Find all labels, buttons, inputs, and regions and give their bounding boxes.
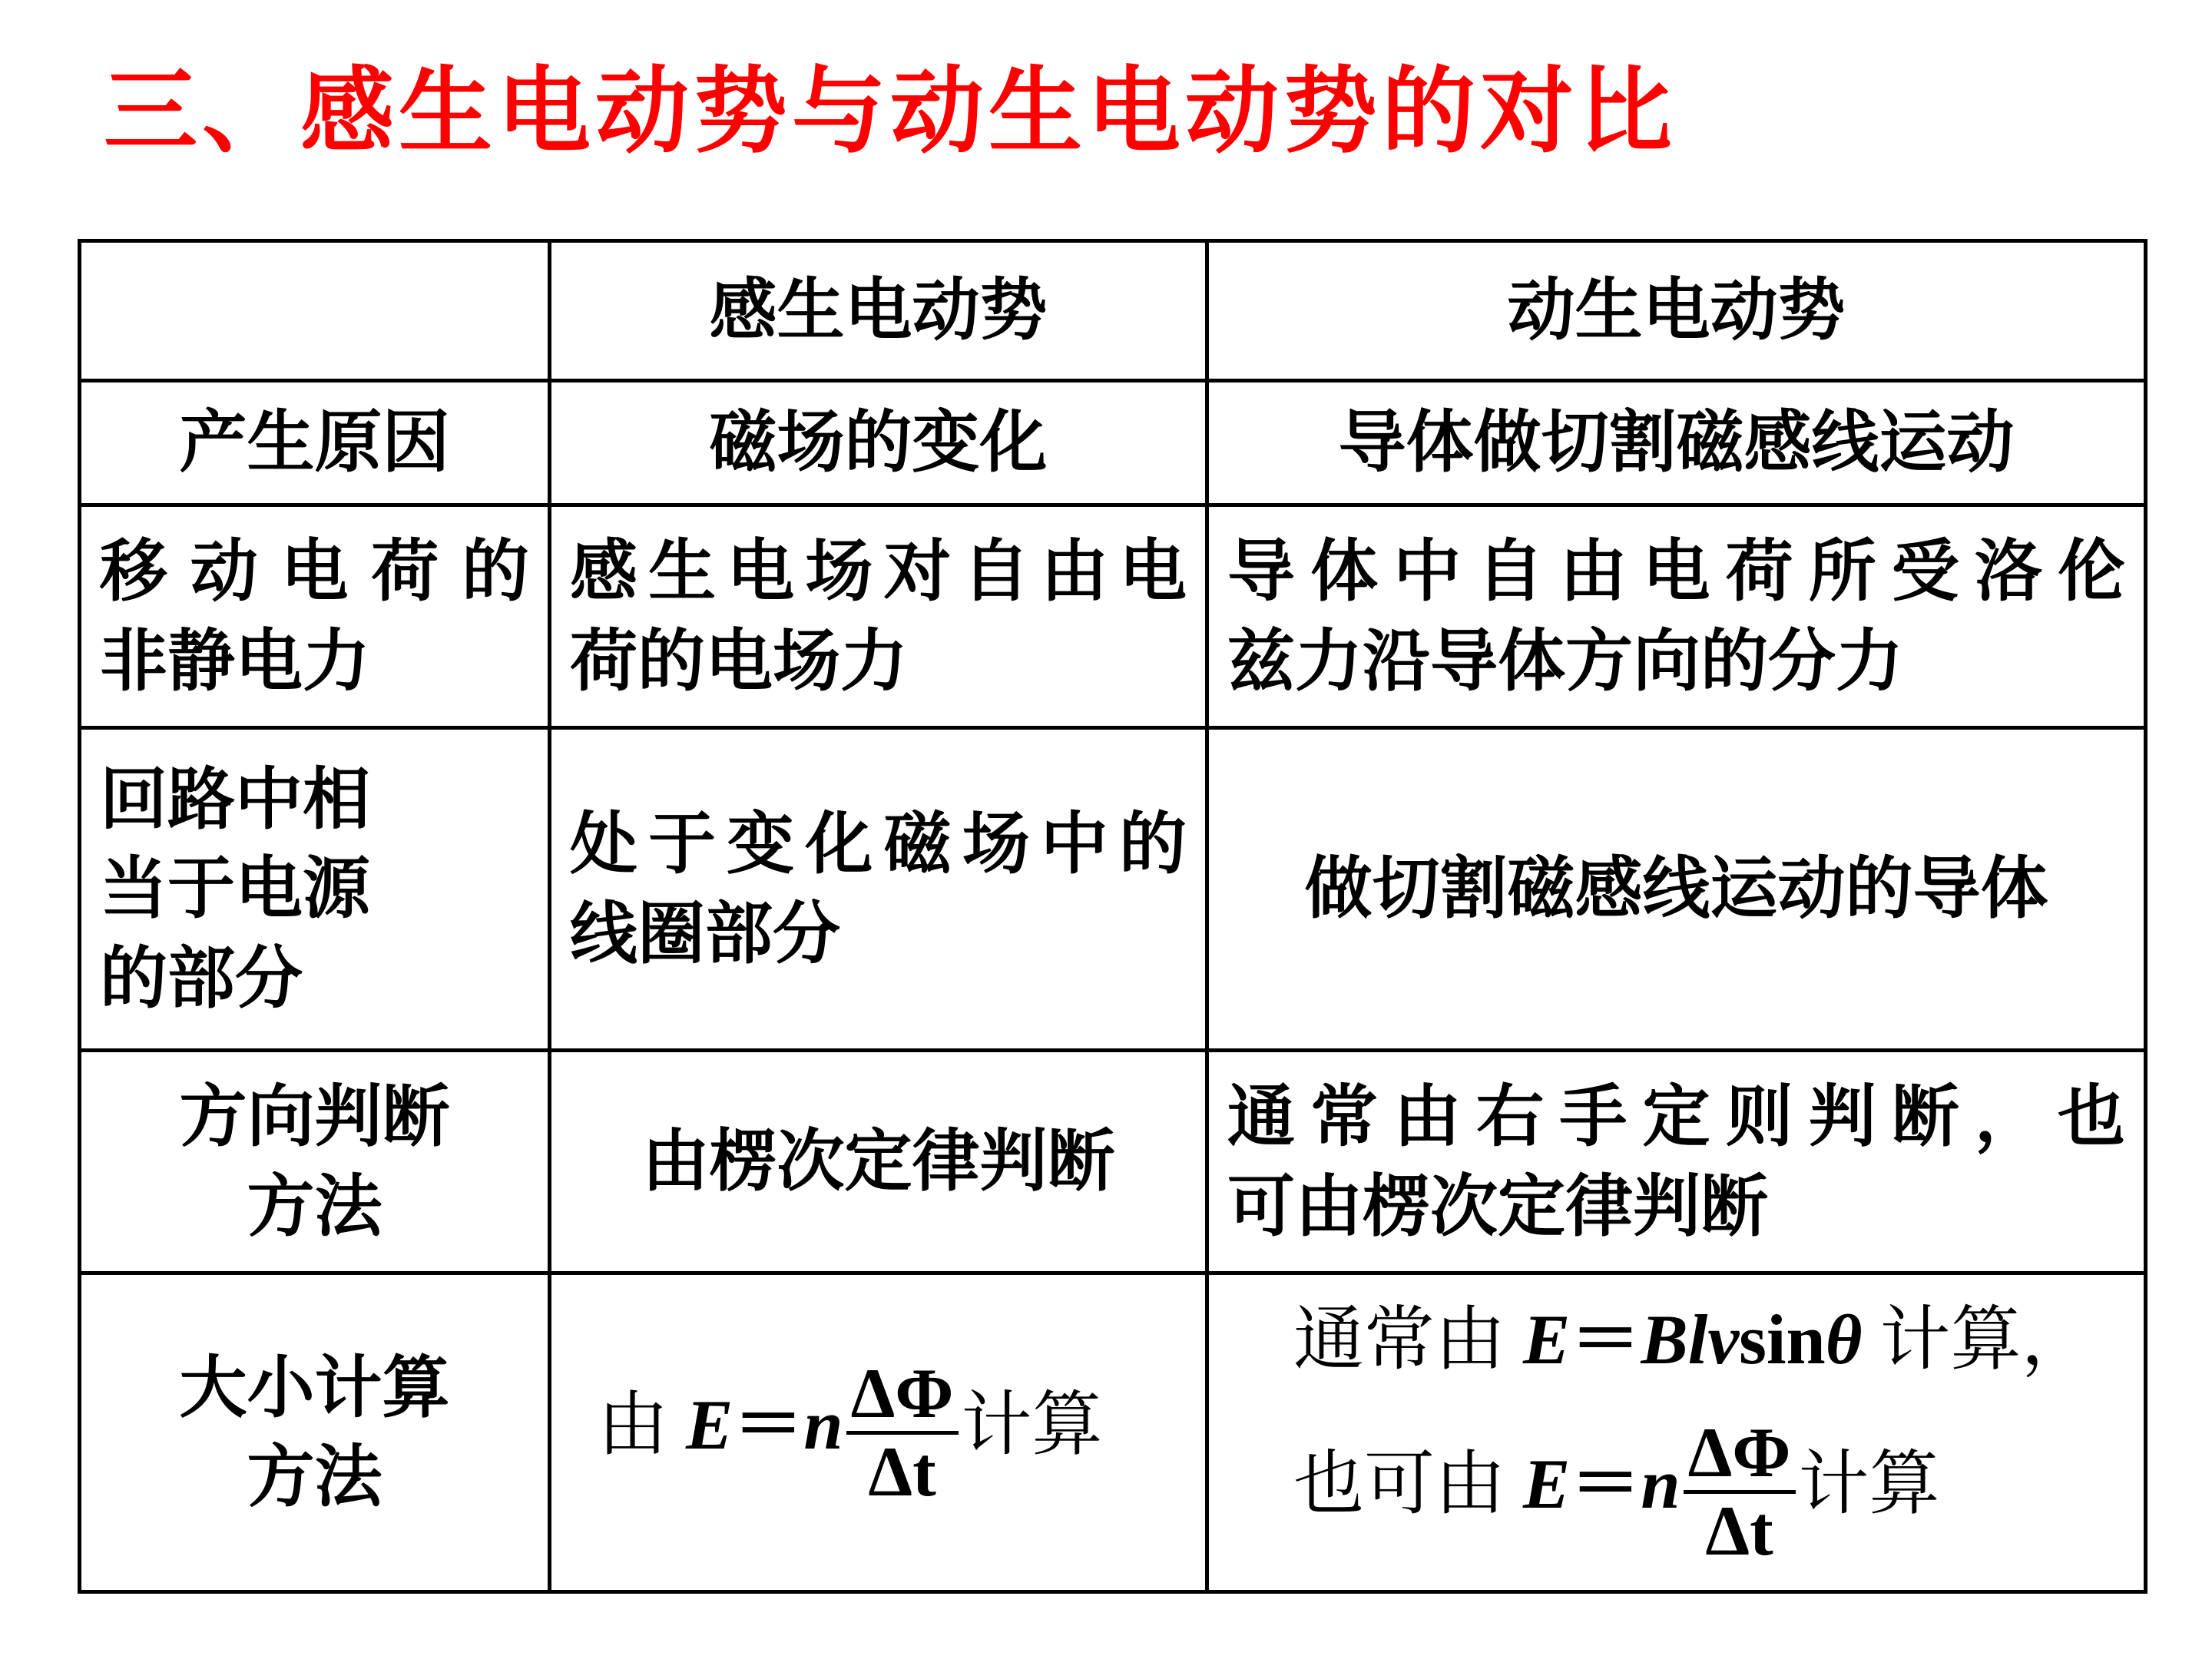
formula-equals: ＝ <box>733 1386 804 1465</box>
formula-prefix: 由 <box>598 1386 687 1465</box>
cell-motional-force-line1: 导体中自由电荷所受洛伦 <box>1227 531 2125 611</box>
table-row-source-part <box>80 728 2146 1051</box>
row-label-source-line3: 的部分 <box>100 938 303 1018</box>
cell-induced-force-line1: 感生电场对自由电 <box>570 531 1187 611</box>
formula-line2-var-n: n <box>1641 1445 1681 1524</box>
cell-induced-magnitude <box>550 1273 1207 1592</box>
cell-motional-direction-line2: 可由楞次定律判断 <box>1227 1166 1769 1246</box>
formula-denominator: Δt <box>868 1432 936 1511</box>
cell-induced-force <box>550 505 1207 728</box>
formula-line2-prefix: 也可由 <box>1293 1445 1524 1524</box>
cell-motional-force-line2: 兹力沿导体方向的分力 <box>1227 621 1904 700</box>
cell-motional-magnitude <box>1207 1273 2146 1592</box>
row-label-direction <box>80 1051 550 1273</box>
cell-motional-cause: 导体做切割磁感线运动 <box>1207 381 2146 505</box>
table-row-direction <box>80 1051 2146 1273</box>
row-label-source-line2: 当于电源 <box>100 849 371 929</box>
formula-line1-var-e: E <box>1523 1300 1571 1379</box>
formula-numerator: ΔΦ <box>846 1356 959 1435</box>
row-label-cause: 产生原因 <box>80 381 550 505</box>
formula-line-gap <box>1293 1382 2125 1416</box>
cell-induced-source <box>550 728 1207 1051</box>
table-row-magnitude <box>80 1273 2146 1592</box>
cell-motional-direction <box>1207 1051 2146 1273</box>
row-label-magnitude-line2: 方法 <box>247 1437 382 1516</box>
table-row-cause <box>80 381 2146 505</box>
table-header-row <box>80 241 2146 381</box>
formula-line2-denominator: Δt <box>1705 1491 1773 1570</box>
row-label-force <box>80 505 550 728</box>
formula-var-n: n <box>803 1386 843 1465</box>
row-label-magnitude-line1: 大小计算 <box>179 1347 450 1427</box>
row-label-force-line2: 非静电力 <box>100 621 371 700</box>
row-label-force-line1: 移动电荷的 <box>100 531 529 611</box>
formula-var-e: E <box>686 1386 733 1465</box>
table-row-nonelectrostatic-force <box>80 505 2146 728</box>
formula-line2-var-e: E <box>1523 1445 1571 1524</box>
header-induced-emf: 感生电动势 <box>550 241 1207 381</box>
motional-emf-formula-line2 <box>1293 1413 2125 1570</box>
header-corner-cell <box>80 241 550 381</box>
formula-fraction <box>846 1353 959 1511</box>
formula-line1-theta: θ <box>1825 1300 1863 1379</box>
motional-emf-formula-line1 <box>1293 1297 2125 1382</box>
formula-line1-equals: ＝ <box>1570 1300 1641 1379</box>
formula-line1-vars: Blv <box>1641 1300 1740 1379</box>
row-label-direction-line1: 方向判断 <box>179 1077 450 1157</box>
formula-line1-suffix: 计算， <box>1862 1300 2092 1379</box>
formula-line1-prefix: 通常由 <box>1293 1300 1524 1379</box>
cell-induced-cause: 磁场的变化 <box>550 381 1207 505</box>
formula-line2-numerator: ΔΦ <box>1684 1416 1796 1494</box>
row-label-source-line1: 回路中相 <box>100 760 371 839</box>
cell-induced-direction: 由楞次定律判断 <box>550 1051 1207 1273</box>
cell-motional-force <box>1207 505 2146 728</box>
row-label-magnitude <box>80 1273 550 1592</box>
formula-line2-fraction <box>1684 1413 1796 1570</box>
cell-motional-direction-line1: 通常由右手定则判断，也 <box>1227 1077 2125 1157</box>
header-motional-emf: 动生电动势 <box>1207 241 2146 381</box>
slide-title: 三、感生电动势与动生电动势的对比 <box>104 57 1677 166</box>
cell-motional-source: 做切割磁感线运动的导体 <box>1207 728 2146 1051</box>
cell-induced-source-line1: 处于变化磁场中的 <box>570 804 1187 884</box>
formula-line2-suffix: 计算 <box>1798 1445 1940 1524</box>
formula-line1-sin: sin <box>1739 1300 1826 1379</box>
comparison-table <box>78 239 2147 1594</box>
row-label-source <box>80 728 550 1051</box>
cell-induced-source-line2: 线圈部分 <box>570 893 841 973</box>
formula-line2-equals: ＝ <box>1570 1445 1641 1524</box>
row-label-direction-line2: 方法 <box>247 1166 382 1246</box>
formula-suffix: 计算 <box>961 1386 1103 1465</box>
cell-induced-force-line2: 荷的电场力 <box>570 621 909 700</box>
